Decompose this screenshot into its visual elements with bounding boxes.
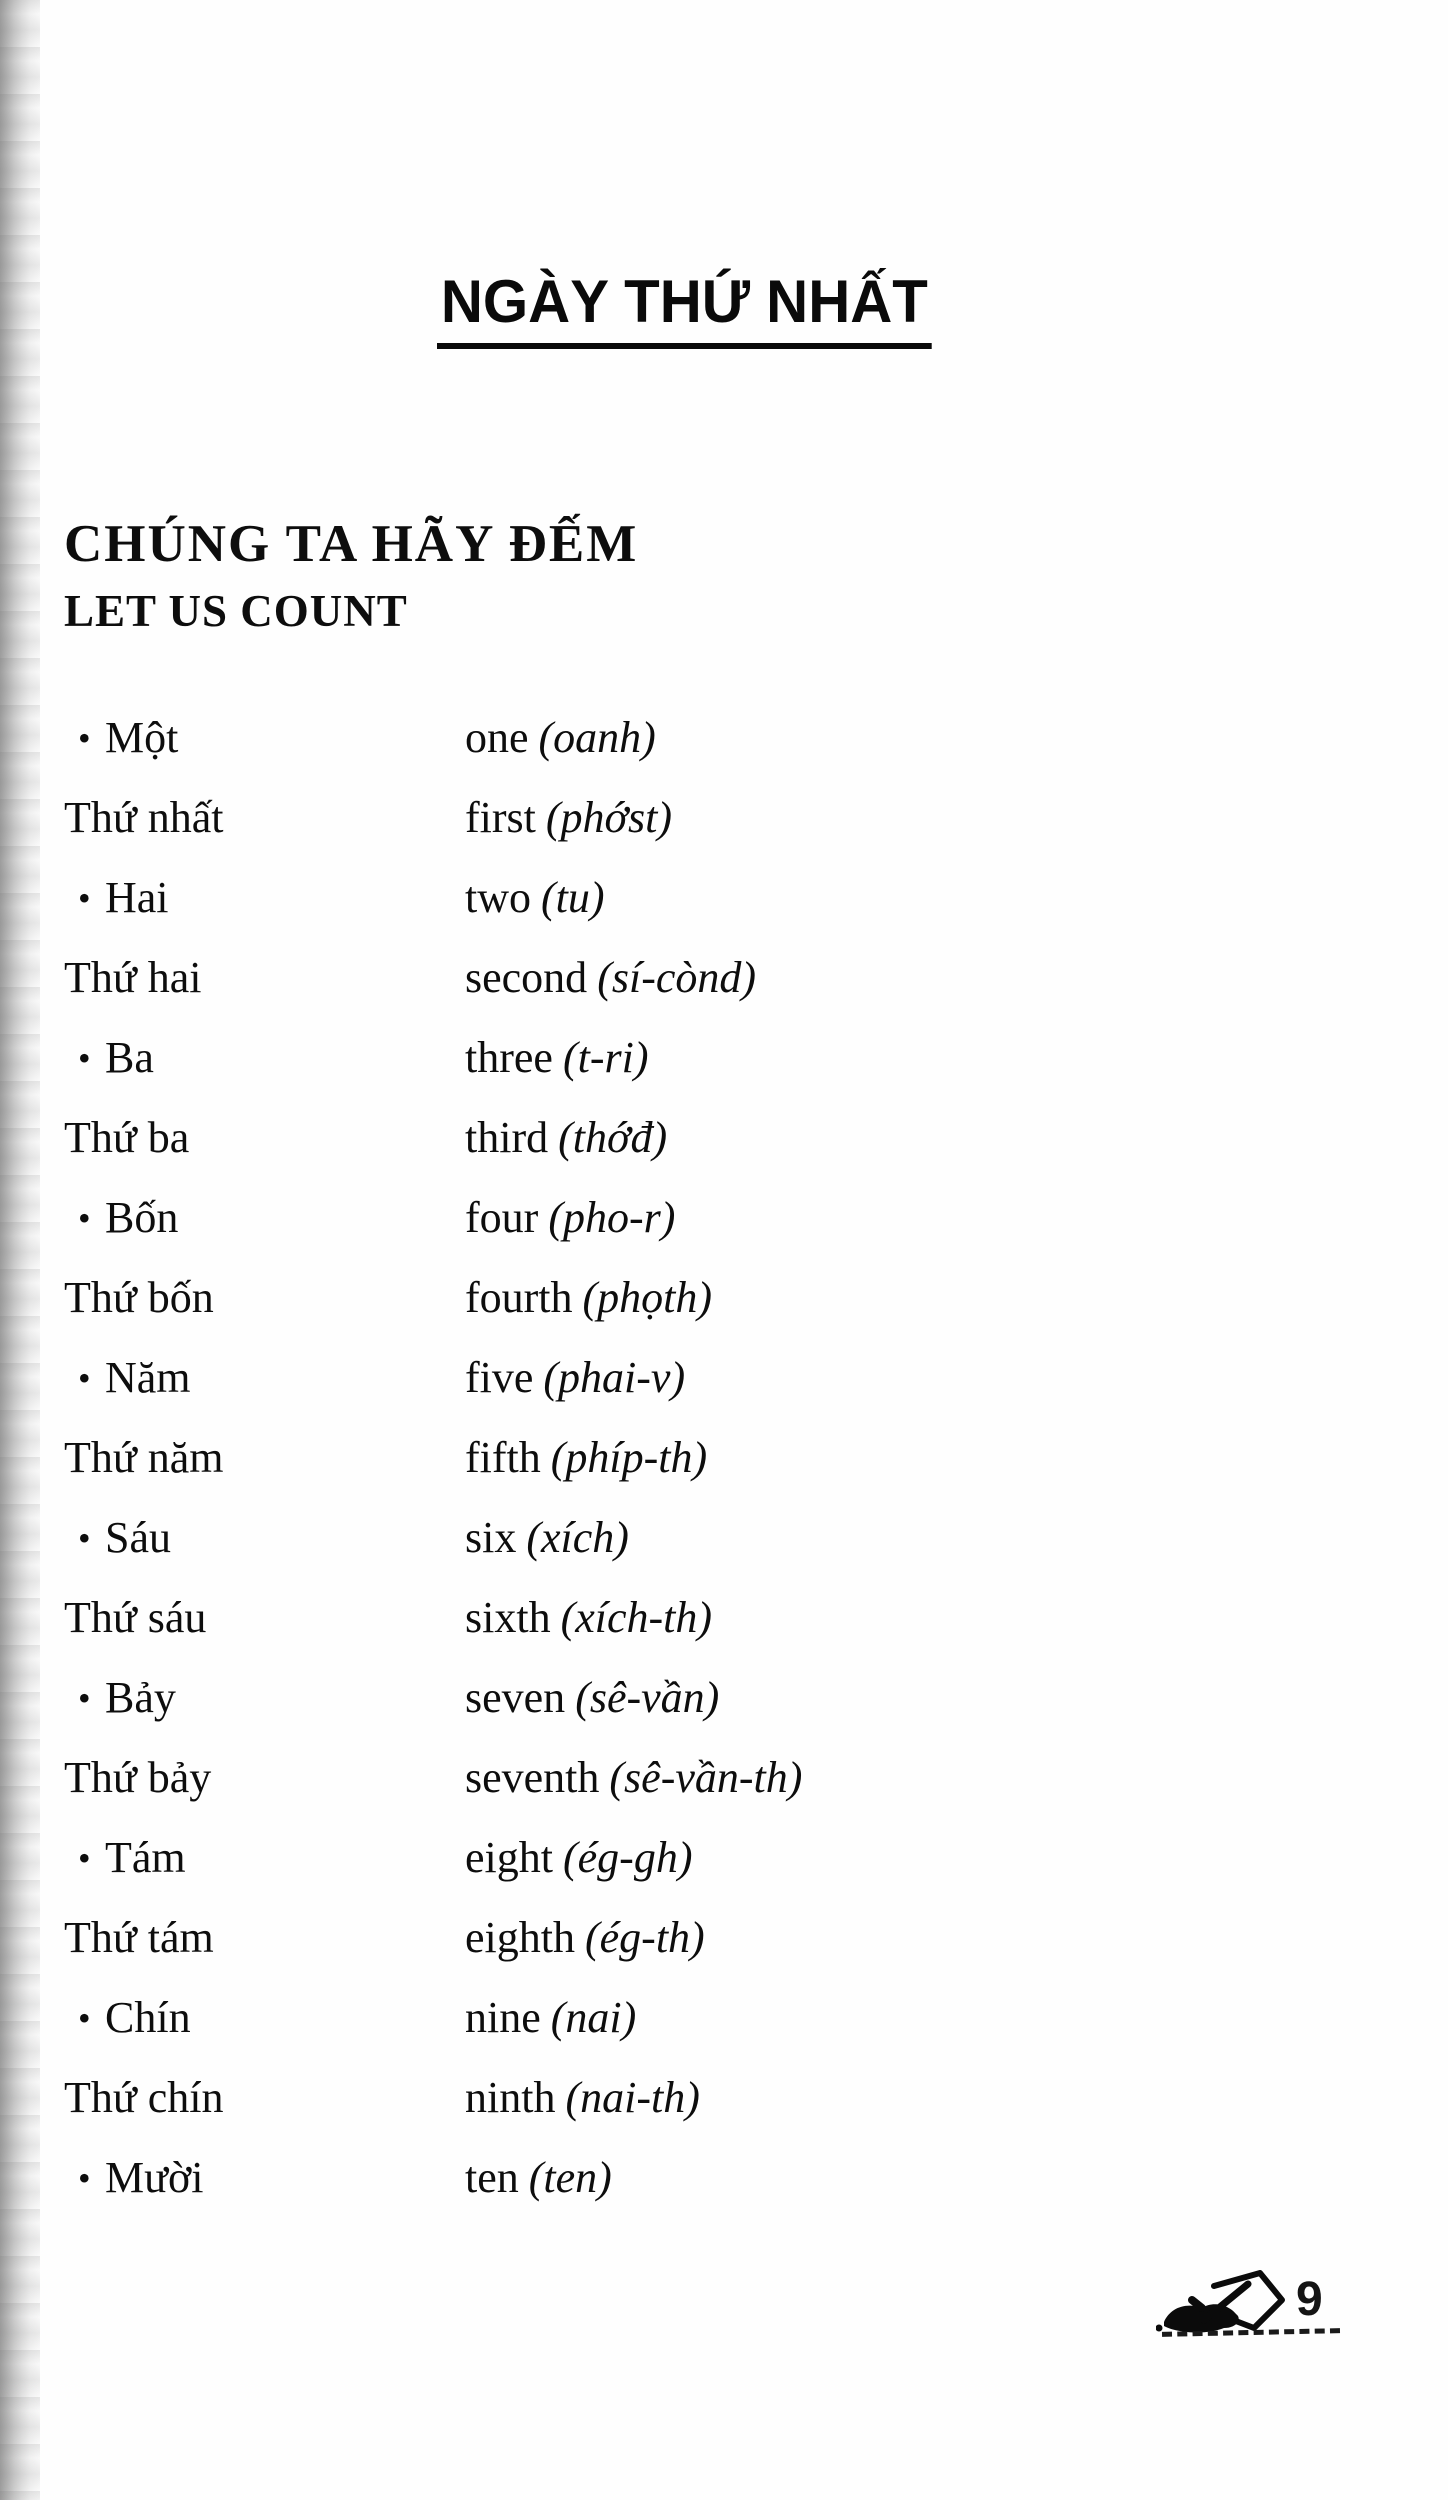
vietnamese-term-cell	[64, 1978, 465, 2058]
english-term: seven	[465, 1673, 566, 1722]
english-term-cell	[465, 1338, 1364, 1418]
vocab-row	[64, 2138, 1364, 2218]
vietnamese-term: Chín	[105, 1993, 191, 2042]
vietnamese-term-cell	[64, 1338, 465, 1418]
page-number: 9	[1296, 2273, 1323, 2326]
english-term: one	[465, 713, 529, 762]
english-term: eight	[465, 1833, 553, 1882]
english-term-cell	[465, 1018, 1364, 1098]
english-term-cell	[465, 2138, 1364, 2218]
english-term: four	[465, 1193, 539, 1242]
vietnamese-term: Thứ ba	[64, 1113, 190, 1162]
vietnamese-term: Thứ nhất	[64, 793, 224, 842]
vietnamese-term: Thứ năm	[64, 1433, 224, 1482]
pronunciation: (ég-gh)	[562, 1833, 693, 1882]
vietnamese-term: Thứ sáu	[64, 1593, 207, 1642]
vocab-row	[64, 1018, 1364, 1098]
vietnamese-term: Bảy	[105, 1673, 176, 1722]
bullet-marker: •	[78, 1518, 91, 1558]
book-gutter-shadow	[0, 0, 40, 2500]
vocab-row	[64, 1818, 1364, 1898]
vietnamese-term-cell	[64, 938, 465, 1018]
vocab-row	[64, 778, 1364, 858]
english-term: fourth	[465, 1273, 573, 1322]
vocab-row	[64, 858, 1364, 938]
vietnamese-term-cell	[64, 858, 465, 938]
vietnamese-term: Thứ chín	[64, 2073, 224, 2122]
pronunciation: (phớst)	[545, 793, 673, 842]
vietnamese-term-cell	[64, 778, 465, 858]
bullet-marker: •	[78, 878, 91, 918]
vietnamese-term-cell	[64, 1898, 465, 1978]
bullet-marker: •	[78, 1678, 91, 1718]
vietnamese-term: Thứ bảy	[64, 1753, 212, 1802]
english-term-cell	[465, 1258, 1364, 1338]
bullet-marker: •	[78, 1358, 91, 1398]
vocab-row	[64, 1738, 1364, 1818]
vietnamese-term: Hai	[105, 873, 169, 922]
vietnamese-term-cell	[64, 1738, 465, 1818]
vocab-row	[64, 1578, 1364, 1658]
english-term-cell	[465, 1178, 1364, 1258]
vocab-row	[64, 1498, 1364, 1578]
vietnamese-term-cell	[64, 1098, 465, 1178]
vietnamese-term: Năm	[105, 1353, 191, 1402]
vocab-row	[64, 1098, 1364, 1178]
vietnamese-term: Mười	[105, 2153, 204, 2202]
page-title: NGÀY THỨ NHẤT	[437, 270, 932, 349]
pronunciation: (oanh)	[538, 713, 656, 762]
vietnamese-term: Bốn	[105, 1193, 179, 1242]
vietnamese-term-cell	[64, 1258, 465, 1338]
pronunciation: (sí-cònd)	[597, 953, 757, 1002]
english-term-cell	[465, 1578, 1364, 1658]
english-term: first	[465, 793, 536, 842]
pronunciation: (ég-th)	[584, 1913, 705, 1962]
vietnamese-term: Một	[105, 713, 179, 762]
vocab-row	[64, 1898, 1364, 1978]
vocab-row	[64, 1418, 1364, 1498]
english-term: seventh	[465, 1753, 600, 1802]
english-term: six	[465, 1513, 517, 1562]
vietnamese-term-cell	[64, 2058, 465, 2138]
vocab-row	[64, 1178, 1364, 1258]
english-term-cell	[465, 778, 1364, 858]
vietnamese-term: Thứ bốn	[64, 1273, 214, 1322]
vietnamese-term-cell	[64, 1818, 465, 1898]
pronunciation: (tu)	[541, 873, 605, 922]
bullet-marker: •	[78, 1838, 91, 1878]
vocab-list	[64, 698, 1364, 2218]
section-heading-english: LET US COUNT	[64, 586, 408, 636]
section-heading	[64, 515, 639, 636]
english-term-cell	[465, 698, 1364, 778]
bullet-marker: •	[78, 718, 91, 758]
vocab-row	[64, 2058, 1364, 2138]
pronunciation: (xích)	[526, 1513, 629, 1562]
pronunciation: (pho-r)	[548, 1193, 676, 1242]
vocab-row	[64, 1658, 1364, 1738]
bullet-marker: •	[78, 1998, 91, 2038]
pronunciation: (sê-vần)	[575, 1673, 720, 1722]
english-term: ninth	[465, 2073, 556, 2122]
vietnamese-term: Thứ hai	[64, 953, 202, 1002]
page-footer	[1148, 2262, 1388, 2352]
bullet-marker: •	[78, 1198, 91, 1238]
vocab-row	[64, 1338, 1364, 1418]
vocab-row	[64, 1978, 1364, 2058]
english-term: five	[465, 1353, 534, 1402]
section-heading-vietnamese: CHÚNG TA HÃY ĐẾM	[64, 515, 639, 573]
english-term: second	[465, 953, 588, 1002]
english-term: fifth	[465, 1433, 541, 1482]
pronunciation: (phíp-th)	[550, 1433, 708, 1482]
vietnamese-term-cell	[64, 1018, 465, 1098]
vietnamese-term-cell	[64, 1498, 465, 1578]
english-term-cell	[465, 1818, 1364, 1898]
vocab-row	[64, 938, 1364, 1018]
english-term-cell	[465, 1738, 1364, 1818]
vocab-row	[64, 698, 1364, 778]
bullet-marker: •	[78, 1038, 91, 1078]
pronunciation: (nai-th)	[565, 2073, 700, 2122]
vietnamese-term-cell	[64, 2138, 465, 2218]
english-term-cell	[465, 938, 1364, 1018]
vietnamese-term: Ba	[105, 1033, 154, 1082]
english-term-cell	[465, 2058, 1364, 2138]
pronunciation: (phọth)	[582, 1273, 713, 1322]
vietnamese-term-cell	[64, 698, 465, 778]
english-term-cell	[465, 1978, 1364, 2058]
pronunciation: (sê-vần-th)	[609, 1753, 803, 1802]
vietnamese-term-cell	[64, 1178, 465, 1258]
english-term: nine	[465, 1993, 541, 2042]
english-term-cell	[465, 1658, 1364, 1738]
pronunciation: (ten)	[528, 2153, 612, 2202]
english-term: third	[465, 1113, 549, 1162]
vietnamese-term: Thứ tám	[64, 1913, 214, 1962]
english-term-cell	[465, 1498, 1364, 1578]
pronunciation: (nai)	[550, 1993, 637, 2042]
english-term-cell	[465, 1898, 1364, 1978]
english-term-cell	[465, 858, 1364, 938]
english-term: three	[465, 1033, 553, 1082]
english-term-cell	[465, 1418, 1364, 1498]
vietnamese-term-cell	[64, 1418, 465, 1498]
english-term-cell	[465, 1098, 1364, 1178]
vocab-row	[64, 1258, 1364, 1338]
pronunciation: (xích-th)	[560, 1593, 713, 1642]
vietnamese-term-cell	[64, 1658, 465, 1738]
bullet-marker: •	[78, 2158, 91, 2198]
vietnamese-term-cell	[64, 1578, 465, 1658]
pronunciation: (phai-v)	[543, 1353, 686, 1402]
vietnamese-term: Tám	[105, 1833, 186, 1882]
english-term: eighth	[465, 1913, 575, 1962]
vietnamese-term: Sáu	[105, 1513, 171, 1562]
english-term: ten	[465, 2153, 519, 2202]
pronunciation: (thớđ)	[558, 1113, 668, 1162]
english-term: sixth	[465, 1593, 551, 1642]
english-term: two	[465, 873, 531, 922]
pronunciation: (t-ri)	[562, 1033, 649, 1082]
